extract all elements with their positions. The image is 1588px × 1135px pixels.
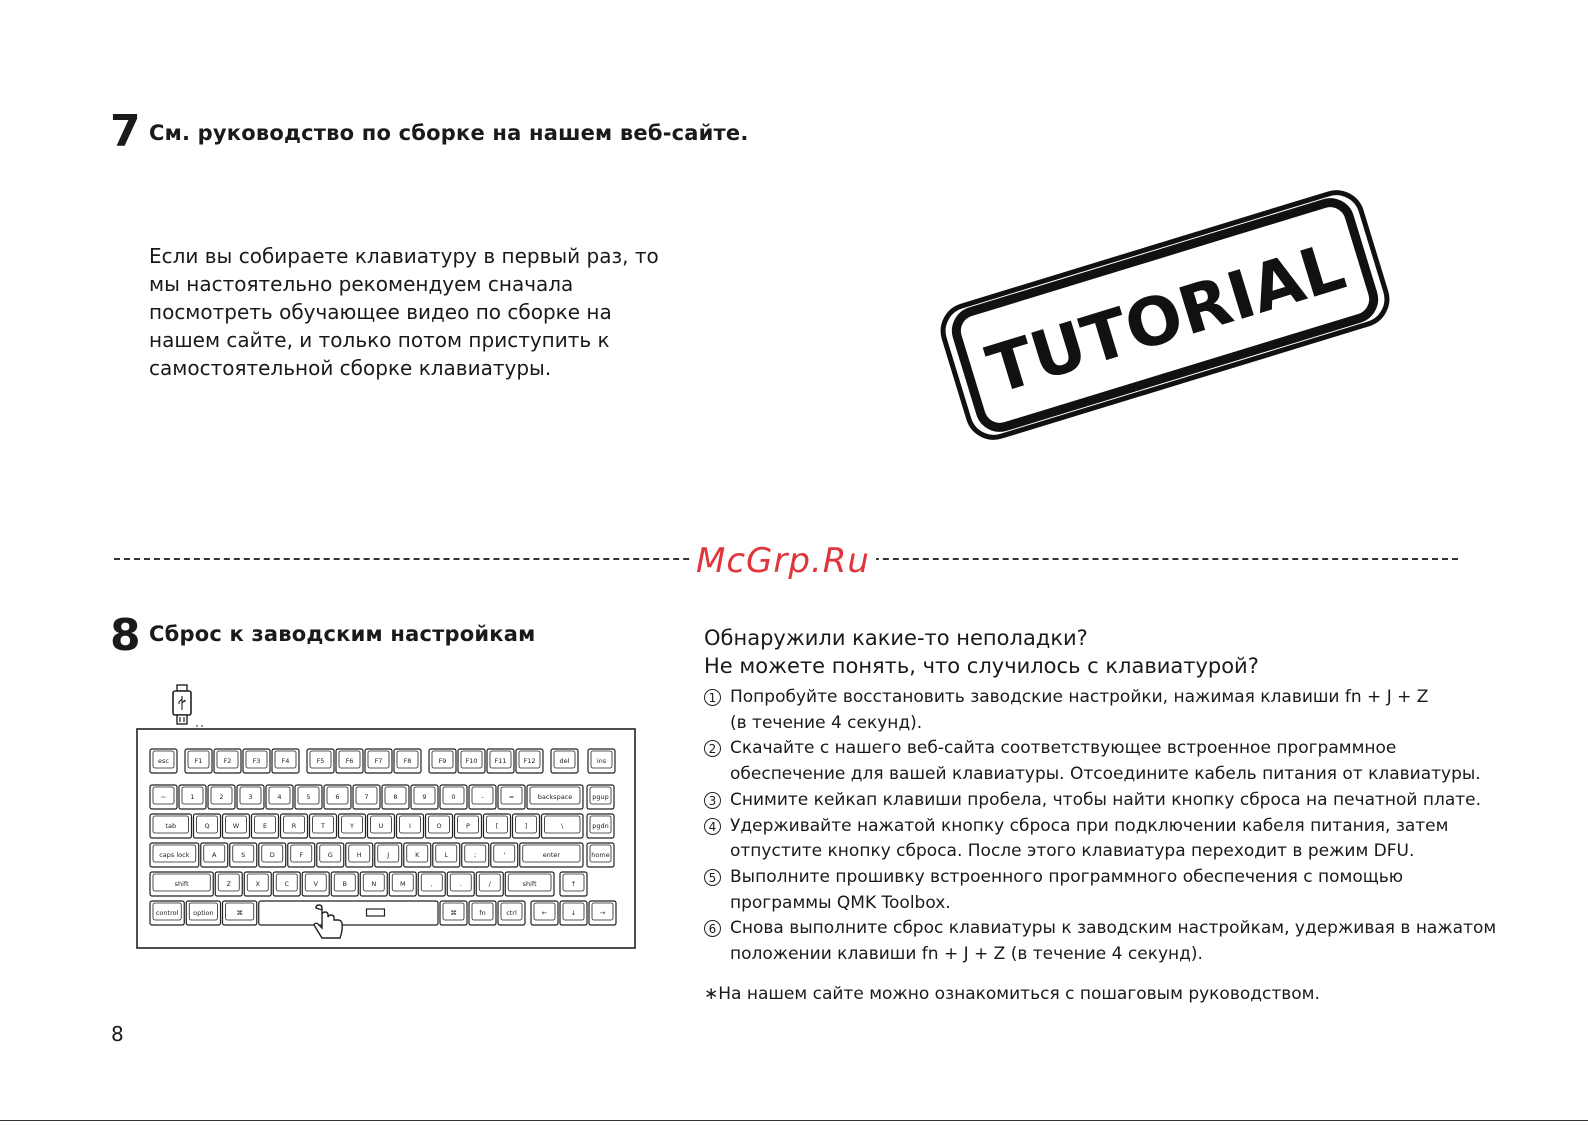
step-number: 2 bbox=[704, 740, 721, 757]
keyboard-key bbox=[288, 843, 315, 867]
section-7-title: См. руководство по сборке на нашем веб-сайте. bbox=[149, 121, 749, 145]
svg-text:Z: Z bbox=[226, 880, 231, 888]
keyboard-key bbox=[476, 872, 503, 896]
svg-text:-: - bbox=[481, 793, 484, 801]
keyboard-key bbox=[194, 814, 221, 838]
keyboard-key bbox=[150, 872, 213, 896]
keyboard-key bbox=[389, 872, 416, 896]
svg-text:↓: ↓ bbox=[570, 909, 577, 917]
keyboard-key bbox=[295, 785, 322, 809]
svg-text:pgdn: pgdn bbox=[592, 822, 609, 830]
svg-text:;: ; bbox=[474, 851, 477, 859]
keyboard-key bbox=[259, 843, 286, 867]
keyboard-key bbox=[551, 749, 578, 773]
svg-text:⌘: ⌘ bbox=[236, 909, 243, 917]
svg-text:X: X bbox=[255, 880, 260, 888]
svg-text:0: 0 bbox=[451, 793, 456, 801]
tutorial-stamp bbox=[925, 185, 1405, 445]
keyboard-key bbox=[230, 843, 257, 867]
step-number: 6 bbox=[704, 920, 721, 937]
svg-text:⌘: ⌘ bbox=[450, 909, 457, 917]
svg-text:shift: shift bbox=[174, 880, 189, 888]
keyboard-key bbox=[215, 872, 242, 896]
svg-text:I: I bbox=[409, 822, 411, 830]
spacebar-key bbox=[259, 901, 438, 925]
section-8-title: Сброс к заводским настройкам bbox=[149, 622, 536, 646]
step-text: Попробуйте восстановить заводские настройки, нажимая клавиши fn + J + Z bbox=[730, 687, 1429, 707]
svg-text:7: 7 bbox=[364, 793, 369, 801]
step-text: Выполните прошивку встроенного программного обеспечения с помощью bbox=[730, 866, 1404, 887]
svg-text:→: → bbox=[599, 909, 606, 917]
keyboard-key bbox=[273, 872, 300, 896]
keyboard-key bbox=[542, 814, 584, 838]
reset-step bbox=[704, 916, 1504, 967]
keyboard-key bbox=[589, 901, 616, 925]
paragraph-line: самостоятельной сборке клавиатуры. bbox=[149, 356, 552, 380]
keyboard-key bbox=[560, 872, 587, 896]
keyboard-key bbox=[440, 785, 467, 809]
keyboard-key bbox=[455, 814, 482, 838]
reset-step bbox=[704, 685, 1504, 736]
svg-text:[: [ bbox=[495, 822, 499, 830]
keyboard-key bbox=[185, 749, 212, 773]
svg-text:home: home bbox=[591, 851, 610, 859]
svg-text:←: ← bbox=[541, 909, 548, 917]
svg-text:W: W bbox=[232, 822, 240, 830]
paragraph-line: нашем сайте, и только потом приступить к bbox=[149, 328, 610, 352]
svg-text:F: F bbox=[299, 851, 304, 859]
keyboard-key bbox=[324, 785, 351, 809]
svg-text:esc: esc bbox=[158, 757, 169, 765]
keyboard-key bbox=[237, 785, 264, 809]
keyboard-key bbox=[491, 843, 518, 867]
trouble-heading-line2: Не можете понять, что случилось с клавиатурой? bbox=[704, 654, 1259, 678]
keyboard-key bbox=[429, 749, 456, 773]
svg-text:E: E bbox=[262, 822, 268, 830]
svg-text:D: D bbox=[269, 851, 275, 859]
keyboard-key bbox=[150, 749, 177, 773]
keyboard-key bbox=[310, 814, 337, 838]
svg-text:ins: ins bbox=[596, 757, 607, 765]
section-7-paragraph bbox=[149, 242, 709, 382]
keyboard-key bbox=[469, 785, 496, 809]
keyboard-key bbox=[244, 872, 271, 896]
svg-text:Y: Y bbox=[350, 822, 354, 830]
bottom-rule bbox=[0, 1120, 1588, 1121]
svg-text:.: . bbox=[459, 880, 462, 888]
keyboard-key bbox=[272, 749, 299, 773]
svg-text:R: R bbox=[291, 822, 297, 830]
keyboard-key bbox=[375, 843, 402, 867]
step-text: Снимите кейкап клавиши пробела, чтобы найти кнопку сброса на печатной плате. bbox=[730, 789, 1482, 810]
keyboard-key bbox=[368, 814, 395, 838]
keyboard-key bbox=[281, 814, 308, 838]
paragraph-line: посмотреть обучающее видео по сборке на bbox=[149, 300, 612, 324]
svg-text:G: G bbox=[327, 851, 333, 859]
svg-text:N: N bbox=[371, 880, 377, 888]
svg-text:control: control bbox=[155, 909, 179, 917]
section-7-number: 7 bbox=[110, 106, 141, 157]
svg-text:C: C bbox=[284, 880, 290, 888]
keyboard-key bbox=[587, 814, 614, 838]
step-text: программы QMK Toolbox. bbox=[730, 892, 951, 913]
svg-text:=: = bbox=[508, 793, 515, 801]
step-text: обеспечение для вашей клавиатуры. Отсоедините кабель питания от клавиатуры. bbox=[730, 764, 1481, 785]
keyboard-key bbox=[458, 749, 485, 773]
step-text: Удерживайте нажатой кнопку сброса при подключении кабеля питания, затем bbox=[730, 815, 1449, 836]
svg-text:,: , bbox=[430, 880, 433, 888]
svg-text:F4: F4 bbox=[281, 757, 290, 765]
svg-text:F10: F10 bbox=[465, 757, 478, 765]
svg-text:pgup: pgup bbox=[592, 793, 609, 801]
step-number: 3 bbox=[704, 792, 721, 809]
svg-text:enter: enter bbox=[542, 851, 561, 859]
keyboard-key bbox=[433, 843, 460, 867]
keyboard-key bbox=[560, 901, 587, 925]
keyboard-key bbox=[346, 843, 373, 867]
step-text: Снова выполните сброс клавиатуры к заводским настройкам, удерживая в нажатом bbox=[730, 918, 1497, 939]
keyboard-key bbox=[397, 814, 424, 838]
keyboard-key bbox=[252, 814, 279, 838]
keyboard-key bbox=[243, 749, 270, 773]
keyboard-key bbox=[214, 749, 241, 773]
usb-cable-icon bbox=[166, 683, 206, 729]
trouble-heading bbox=[704, 624, 1259, 680]
keyboard-key bbox=[531, 901, 558, 925]
keyboard-key bbox=[336, 749, 363, 773]
svg-text:F1: F1 bbox=[194, 757, 203, 765]
svg-text:A: A bbox=[212, 851, 217, 859]
svg-text:P: P bbox=[466, 822, 470, 830]
svg-text:H: H bbox=[356, 851, 362, 859]
svg-text:3: 3 bbox=[248, 793, 253, 801]
step-number: 5 bbox=[704, 869, 721, 886]
svg-text:]: ] bbox=[524, 822, 528, 830]
keyboard-key bbox=[394, 749, 421, 773]
keyboard-key bbox=[513, 814, 540, 838]
svg-text:O: O bbox=[436, 822, 442, 830]
step-text: (в течение 4 секунд). bbox=[730, 712, 923, 733]
keyboard-key bbox=[266, 785, 293, 809]
keyboard-key bbox=[404, 843, 431, 867]
svg-text:tab: tab bbox=[165, 822, 177, 830]
keyboard-illustration bbox=[136, 728, 636, 950]
keyboard-key bbox=[498, 901, 525, 925]
footnote: ∗На нашем сайте можно ознакомиться с пошаговым руководством. bbox=[704, 984, 1320, 1004]
keyboard-key bbox=[527, 785, 583, 809]
keyboard-key bbox=[498, 785, 525, 809]
reset-step bbox=[704, 736, 1504, 787]
keyboard-key bbox=[505, 872, 554, 896]
keyboard-key bbox=[426, 814, 453, 838]
svg-text:del: del bbox=[559, 757, 570, 765]
svg-text:V: V bbox=[313, 880, 318, 888]
trouble-heading-line1: Обнаружили какие-то неполадки? bbox=[704, 626, 1088, 650]
svg-text:shift: shift bbox=[522, 880, 537, 888]
reset-step bbox=[704, 814, 1504, 865]
watermark: McGrp.Ru bbox=[690, 541, 876, 581]
step-text: положении клавиши fn + J + Z (в течение 4 секунд). bbox=[730, 944, 1203, 965]
step-text: отпустите кнопку сброса. После этого клавиатура переходит в режим DFU. bbox=[730, 841, 1415, 862]
keyboard-key bbox=[440, 901, 467, 925]
reset-step bbox=[704, 865, 1504, 916]
keyboard-key bbox=[150, 901, 184, 925]
svg-text:8: 8 bbox=[393, 793, 398, 801]
svg-text:4: 4 bbox=[277, 793, 282, 801]
svg-text:T: T bbox=[321, 822, 325, 830]
svg-text:K: K bbox=[415, 851, 420, 859]
svg-text:F9: F9 bbox=[438, 757, 447, 765]
step-number: 1 bbox=[704, 689, 721, 706]
page-number: 8 bbox=[111, 1022, 124, 1046]
keyboard-key bbox=[208, 785, 235, 809]
keyboard-key bbox=[484, 814, 511, 838]
svg-text:U: U bbox=[378, 822, 384, 830]
svg-text:option: option bbox=[193, 909, 214, 917]
svg-text:Q: Q bbox=[204, 822, 210, 830]
keyboard-key bbox=[520, 843, 583, 867]
keyboard-key bbox=[150, 843, 199, 867]
svg-text:F2: F2 bbox=[223, 757, 232, 765]
keyboard-key bbox=[487, 749, 514, 773]
svg-text:F8: F8 bbox=[403, 757, 412, 765]
keyboard-key bbox=[186, 901, 220, 925]
paragraph-line: Если вы собираете клавиатуру в первый раз, то bbox=[149, 244, 659, 268]
keyboard-key bbox=[382, 785, 409, 809]
svg-text:F3: F3 bbox=[252, 757, 261, 765]
keyboard-key bbox=[317, 843, 344, 867]
svg-text:fn: fn bbox=[479, 909, 486, 917]
svg-text:↑: ↑ bbox=[570, 880, 577, 888]
svg-text:caps lock: caps lock bbox=[159, 851, 190, 859]
reset-step bbox=[704, 788, 1504, 814]
keyboard-key bbox=[201, 843, 228, 867]
svg-text:F12: F12 bbox=[523, 757, 536, 765]
svg-text:F11: F11 bbox=[494, 757, 507, 765]
keyboard-key bbox=[462, 843, 489, 867]
keyboard-key bbox=[365, 749, 392, 773]
section-8-number: 8 bbox=[110, 610, 141, 661]
svg-text:F5: F5 bbox=[316, 757, 325, 765]
svg-text:M: M bbox=[399, 880, 406, 888]
keyboard-key bbox=[360, 872, 387, 896]
svg-text:2: 2 bbox=[219, 793, 224, 801]
svg-text:F7: F7 bbox=[374, 757, 383, 765]
keyboard-key bbox=[418, 872, 445, 896]
step-text: Скачайте с нашего веб-сайта соответствующее встроенное программное bbox=[730, 738, 1397, 759]
svg-text:L: L bbox=[444, 851, 449, 859]
svg-text:6: 6 bbox=[335, 793, 340, 801]
svg-text:ctrl: ctrl bbox=[506, 909, 517, 917]
keyboard-key bbox=[588, 749, 615, 773]
svg-text:J: J bbox=[387, 851, 390, 859]
svg-text:~: ~ bbox=[160, 793, 167, 801]
keyboard-key bbox=[150, 785, 177, 809]
reset-steps-list bbox=[704, 685, 1504, 968]
svg-text:S: S bbox=[241, 851, 246, 859]
keyboard-key bbox=[331, 872, 358, 896]
svg-text:F6: F6 bbox=[345, 757, 354, 765]
svg-text:backspace: backspace bbox=[537, 793, 573, 801]
keyboard-key bbox=[302, 872, 329, 896]
keyboard-key bbox=[353, 785, 380, 809]
svg-text:9: 9 bbox=[422, 793, 427, 801]
step-number: 4 bbox=[704, 818, 721, 835]
keyboard-key bbox=[179, 785, 206, 809]
svg-text:/: / bbox=[488, 880, 491, 888]
svg-text:B: B bbox=[342, 880, 347, 888]
keyboard-key bbox=[587, 843, 614, 867]
paragraph-line: мы настоятельно рекомендуем сначала bbox=[149, 272, 574, 296]
keyboard-key bbox=[339, 814, 366, 838]
keyboard-key bbox=[307, 749, 334, 773]
svg-text:': ' bbox=[503, 851, 506, 859]
svg-text:5: 5 bbox=[306, 793, 311, 801]
keyboard-key bbox=[587, 785, 614, 809]
keyboard-key bbox=[223, 901, 257, 925]
keyboard-key bbox=[516, 749, 543, 773]
tutorial-stamp-text: TUTORIAL bbox=[978, 227, 1354, 410]
svg-text:\: \ bbox=[561, 822, 564, 830]
reset-button bbox=[367, 909, 385, 916]
keyboard-key bbox=[469, 901, 496, 925]
keyboard-key bbox=[447, 872, 474, 896]
keyboard-key bbox=[411, 785, 438, 809]
keyboard-key bbox=[150, 814, 192, 838]
keyboard-key bbox=[223, 814, 250, 838]
svg-text:1: 1 bbox=[190, 793, 195, 801]
